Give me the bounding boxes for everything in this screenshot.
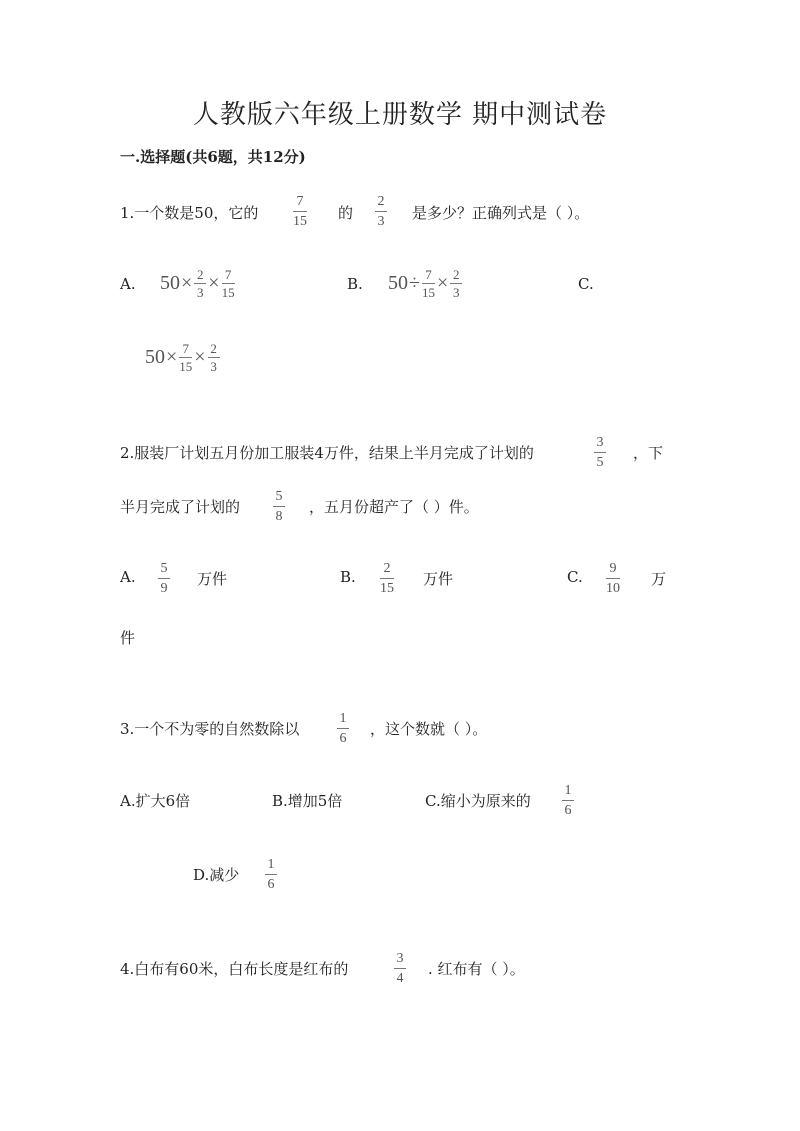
q1-fraction-1 [293,194,307,229]
number: 50 [160,272,180,294]
q1-mid: 的 [338,204,354,222]
q1-fraction-2 [375,194,387,229]
fraction: $\frac{2}{3}$ [194,268,206,299]
q2-line-1: 2.服装厂计划五月份加工服装4万件，结果上半月完成了计划的 [120,444,534,462]
q2-option-b-unit: 万件 [423,570,454,588]
q2-option-c-fraction: 9 10 [606,561,620,596]
q4-fraction: 3 4 [394,951,406,986]
q2-fraction-2: 5 8 [273,489,285,524]
page-title: 人教版六年级上册数学 期中测试卷 [192,100,608,130]
q3-option-d-fraction: 1 6 [265,857,277,892]
q1-option-b-label: B. [347,275,363,293]
q1-prefix: 1.一个数是50，它的 [120,204,259,222]
q2-option-c-label: C. [567,568,583,586]
q2-line-1-end: ，下 [633,444,664,462]
q1-suffix: 是多少？正确列式是（ ）。 [412,204,590,222]
fraction: $\frac{7}{15}$ [421,267,435,300]
q3-fraction: 1 6 [337,711,349,746]
q3-suffix: ，这个数就（ ）。 [370,720,488,738]
q3-option-b: B.增加5倍 [272,792,343,810]
q2-line-2-end: ，五月份超产了（ ）件。 [309,498,479,516]
operator: × [166,346,178,368]
q1-option-a-expression [160,268,236,299]
q3-option-d: D.减少 [193,866,240,884]
q2-option-c-unit-a: 万 [651,570,667,588]
q3-option-c-fraction: 1 6 [562,783,574,818]
q4-suffix: . 红布有（ ）。 [428,960,525,978]
q2-option-a-unit: 万件 [197,570,228,588]
q3-option-a: A.扩大6倍 [120,792,191,810]
fraction: $\frac{7}{15}$ [221,267,235,300]
q2-option-b-fraction: 2 15 [380,561,394,596]
q1-option-c-label: C. [578,275,594,293]
q1-option-c-expression [145,342,221,373]
q2-option-a-fraction: 5 9 [158,561,170,596]
fraction: $\frac{7}{15}$ [179,341,193,374]
q2-line-2: 半月完成了计划的 [120,498,241,516]
numerator: 2 [377,194,385,209]
denominator: 15 [293,214,307,229]
numerator: 7 [296,194,304,209]
section-heading: 一.选择题(共6题，共12分) [120,148,306,166]
operator: ÷ [409,272,420,294]
operator: × [208,272,220,294]
operator: × [194,346,206,368]
fraction: $\frac{2}{3}$ [450,268,462,299]
q3-prefix: 3.一个不为零的自然数除以 [120,720,300,738]
operator: × [181,272,193,294]
fraction: $\frac{2}{3}$ [208,342,220,373]
q2-option-c-unit-b: 件 [120,629,136,647]
q2-option-b-label: B. [340,568,356,586]
q2-fraction-1: 3 5 [594,435,606,470]
q1-option-a-label: A. [120,275,136,293]
operator: × [436,272,449,294]
q4-prefix: 4.白布有60米，白布长度是红布的 [120,960,349,978]
q3-option-c: C.缩小为原来的 [425,792,531,810]
denominator: 3 [377,214,385,229]
q1-option-b-expression [388,268,463,299]
number: 50 [388,272,408,294]
q2-option-a-label: A. [120,568,136,586]
number: 50 [145,346,165,368]
